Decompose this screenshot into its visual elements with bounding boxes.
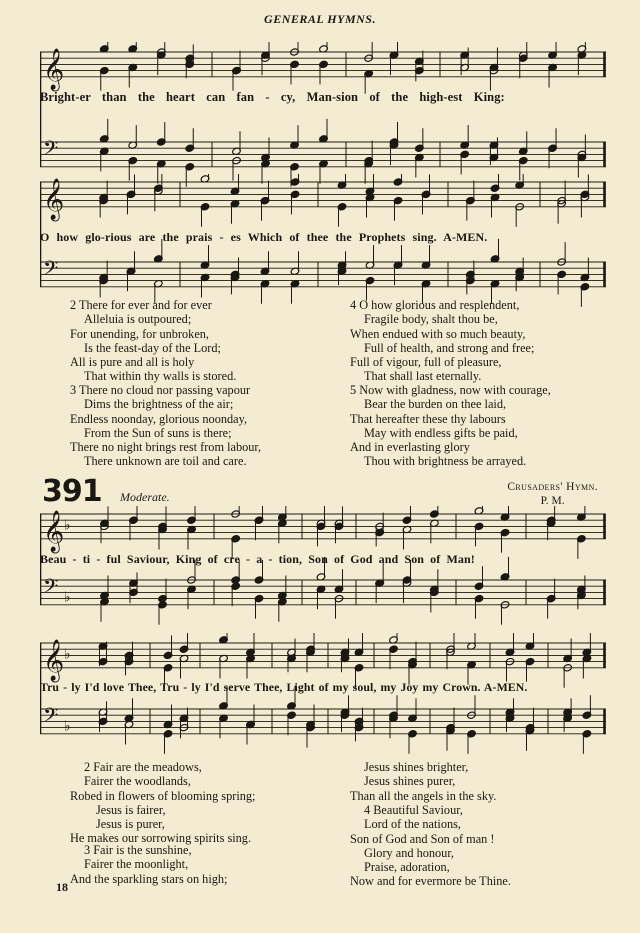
verse-line: Endless noonday, glorious noonday,	[70, 411, 248, 426]
treble-clef-icon: 𝄞	[43, 639, 65, 681]
verse-3-391-cont	[350, 760, 496, 803]
music-system-1	[40, 42, 606, 192]
bass-clef-icon: 𝄢	[43, 136, 59, 165]
tune-name: Crusaders' Hymn.	[507, 481, 598, 493]
verse-line: Is the feast-day of the Lord;	[84, 340, 221, 355]
verse-2-391	[70, 760, 255, 846]
verse-line: Jesus is purer,	[96, 817, 165, 832]
lyric-line-4: Tru - ly I'd love Thee, Tru - ly I'd serve Thee, Light of my soul, my Joy my Crown. A-MEN.	[40, 680, 528, 694]
verse-line: Now and for evermore be Thine.	[350, 874, 511, 889]
verse-4	[350, 298, 534, 384]
verse-line: Son of God and Son of man !	[350, 831, 495, 846]
verse-line: 4 O how glorious and resplendent,	[350, 298, 520, 312]
verse-5	[350, 383, 551, 469]
page-number: 18	[56, 880, 68, 894]
verse-line: Praise, adoration,	[364, 860, 450, 875]
bass-clef-icon: 𝄢	[43, 703, 59, 732]
lyric-line-1: Bright-er than the heart can fan - cy, Man-sion of the high-est King:	[40, 90, 505, 104]
verse-line: From the Sun of suns is there;	[84, 425, 232, 440]
verse-line: Alleluia is outpoured;	[84, 312, 192, 327]
hymn-number: 391	[42, 474, 102, 509]
bass-clef-icon: 𝄢	[43, 574, 59, 603]
flat-sign-icon: ♭	[64, 589, 71, 606]
music-system-3	[40, 506, 606, 636]
tempo-marking: Moderate.	[120, 490, 170, 504]
verse-line: That shall last eternally.	[364, 369, 482, 384]
verse-line: All is pure and all is holy	[70, 355, 195, 370]
flat-sign-icon: ♭	[64, 718, 71, 735]
verse-line: Jesus is fairer,	[96, 802, 166, 817]
lyric-line-3: Beau - ti - ful Saviour, King of cre - a - tion, Son of God and Son of Man!	[40, 552, 475, 566]
bass-clef-icon: 𝄢	[43, 256, 59, 285]
verse-line: Than all the angels in the sky.	[350, 788, 497, 803]
treble-clef-icon: 𝄞	[43, 510, 65, 552]
verse-line: That within thy walls is stored.	[84, 369, 237, 384]
verse-line: Jesus shines purer,	[364, 774, 456, 789]
verse-line: Fairer the woodlands,	[84, 774, 191, 789]
verse-line: And the sparkling stars on high;	[70, 871, 228, 886]
treble-clef-icon: 𝄞	[43, 178, 65, 220]
flat-sign-icon: ♭	[64, 646, 71, 663]
verse-line: 3 Fair is the sunshine,	[84, 843, 192, 857]
music-system-4	[40, 633, 606, 763]
meter: P. M.	[540, 495, 565, 507]
verse-line: Jesus shines brighter,	[364, 760, 469, 774]
verse-line: 2 Fair are the meadows,	[84, 760, 202, 774]
flat-sign-icon: ♭	[64, 517, 71, 534]
running-header: GENERAL HYMNS.	[264, 12, 376, 26]
treble-clef-icon: 𝄞	[43, 48, 65, 90]
verse-line: Full of vigour, full of pleasure,	[350, 355, 502, 370]
verse-line: Full of health, and strong and free;	[364, 340, 535, 355]
verse-line: For unending, for unbroken,	[70, 326, 210, 341]
verse-line: Robed in flowers of blooming spring;	[70, 788, 256, 803]
verse-line: That hereafter these thy labours	[350, 411, 506, 426]
verse-2	[70, 298, 236, 384]
verse-line: 3 There no cloud nor passing vapour	[70, 383, 251, 397]
verse-3	[70, 383, 261, 469]
staff-pair	[40, 506, 606, 636]
verse-line: 2 There for ever and for ever	[70, 298, 212, 312]
verse-line: 5 Now with gladness, now with courage,	[350, 383, 551, 397]
tune-info	[507, 480, 598, 508]
verse-line: Fairer the moonlight,	[84, 857, 189, 872]
verse-line: Lord of the nations,	[364, 817, 461, 832]
verse-line: Bear the burden on thee laid,	[364, 397, 507, 412]
verse-line: Glory and honour,	[364, 845, 455, 860]
verse-line: When endued with so much beauty,	[350, 326, 526, 341]
verse-3-391	[70, 843, 227, 886]
verse-line: May with endless gifts be paid,	[364, 425, 518, 440]
staff-pair	[40, 42, 606, 192]
verse-line: 4 Beautiful Saviour,	[364, 803, 463, 817]
verse-line: There no night brings rest from labour,	[70, 440, 262, 455]
verse-line: He makes our sorrowing spirits sing.	[70, 831, 252, 846]
verse-line: There unknown are toil and care.	[84, 454, 247, 469]
verse-line: Thou with brightness be arrayed.	[364, 454, 527, 469]
verse-line: Fragile body, shalt thou be,	[364, 312, 498, 327]
staff-pair	[40, 633, 606, 763]
lyric-line-2: O how glo-rious are the prais - es Which of thee the Prophets sing. A-MEN.	[40, 230, 488, 244]
verse-line: And in everlasting glory	[350, 440, 470, 455]
verse-line: Dims the brightness of the air;	[84, 397, 234, 412]
verse-4-391	[350, 803, 511, 889]
